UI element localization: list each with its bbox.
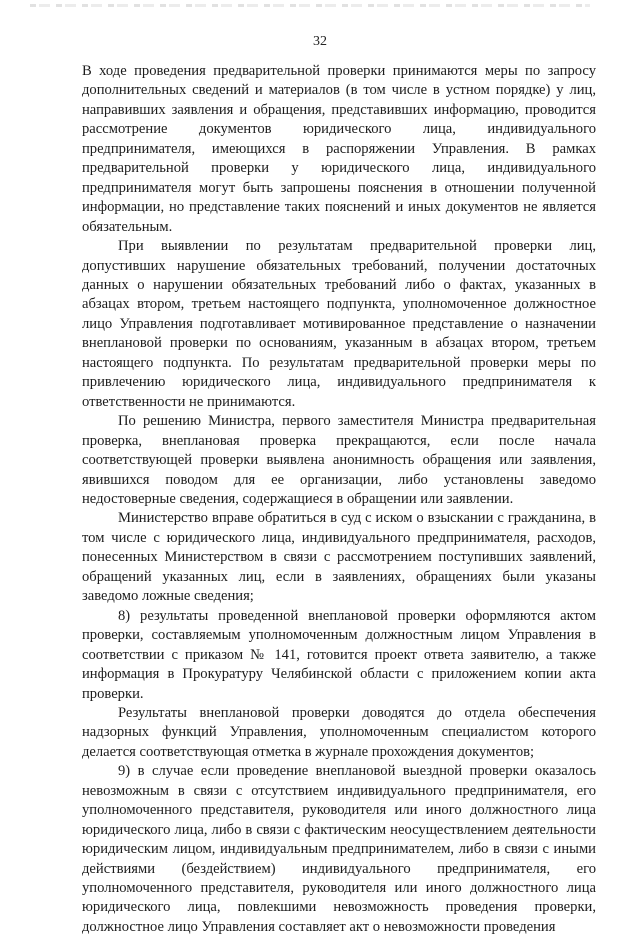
document-body [82, 62, 596, 937]
page-number: 32 [313, 34, 327, 49]
paragraph-results-notification: Результаты внеплановой проверки доводятся до отдела обеспечения надзорных функций Управления, уполномоченным специалистом которого делается соответствующая отметка в журнале прохождения документов; [82, 704, 596, 760]
paragraph-violation-detected: При выявлении по результатам предварительной проверки лиц, допустивших нарушение обязательных требований, получении достаточных данных о нарушении обязательных требований либо о фактах, указанных в абзацах втором, третьем настоящего подпункта, уполномоченное должностное лицо Управления подготавливает мотивированное представление о назначении внеплановой проверки по основаниям, указанным в абзацах втором, третьем настоящего подпункта. По результатам предварительной проверки меры по привлечению юридического лица, индивидуального предпринимателя к ответственности не принимаются. [82, 238, 596, 410]
paragraph-minister-decision: По решению Министра, первого заместителя Министра предварительная проверка, внеплановая проверка прекращаются, если после начала соответствующей проверки выявлена анонимность обращения или заявления, явившихся поводом для ее организации, либо установлены заведомо недостоверные сведения, содержащиеся в обращении или заявлении. [82, 413, 596, 507]
paragraph-preliminary-check: В ходе проведения предварительной проверки принимаются меры по запросу дополнительных сведений и материалов (в том числе в устном порядке) у лиц, направивших заявления и обращения, представивших информацию, проводится рассмотрение документов юридического лица, индивидуального предпринимателя, имеющихся в распоряжении Управления. В рамках предварительной проверки у юридического лица, индивидуального предпринимателя могут быть запрошены пояснения в отношении полученной информации, но представление таких пояснений и иных документов не является обязательным. [82, 63, 596, 235]
paragraph-court-claim: Министерство вправе обратиться в суд с иском о взыскании с гражданина, в том числе с юридического лица, индивидуального предпринимателя, расходов, понесенных Министерством в связи с рассмотрением поступивших заявлений, обращений указанных лиц, если в заявлениях, обращениях были указаны заведомо ложные сведения; [82, 510, 596, 605]
scan-artifact-strip [30, 4, 590, 7]
paragraph-item-9: 9) в случае если проведение внеплановой выездной проверки оказалось невозможным в связи с отсутствием индивидуального предпринимателя, его уполномоченного представителя, руководителя или иного должностного лица юридического лица, либо в связи с фактическим неосуществлением деятельности юридическим лицом, индивидуальным предпринимателем, либо в связи с иными действиями (бездействием) индивидуального предпринимателя, его уполномоченного представителя, руководителя или иного должностного лица юридического лица, повлекшими невозможность проведения проверки, должностное лицо Управления составляет акт о невозможности проведения [82, 763, 596, 935]
paragraph-item-8: 8) результаты проведенной внеплановой проверки оформляются актом проверки, составляемым уполномоченным должностным лицом Управления в соответствии с приказом № 141, готовится проект ответа заявителю, а также информация в Прокуратуру Челябинской области с приложением копии акта проверки. [82, 607, 596, 702]
